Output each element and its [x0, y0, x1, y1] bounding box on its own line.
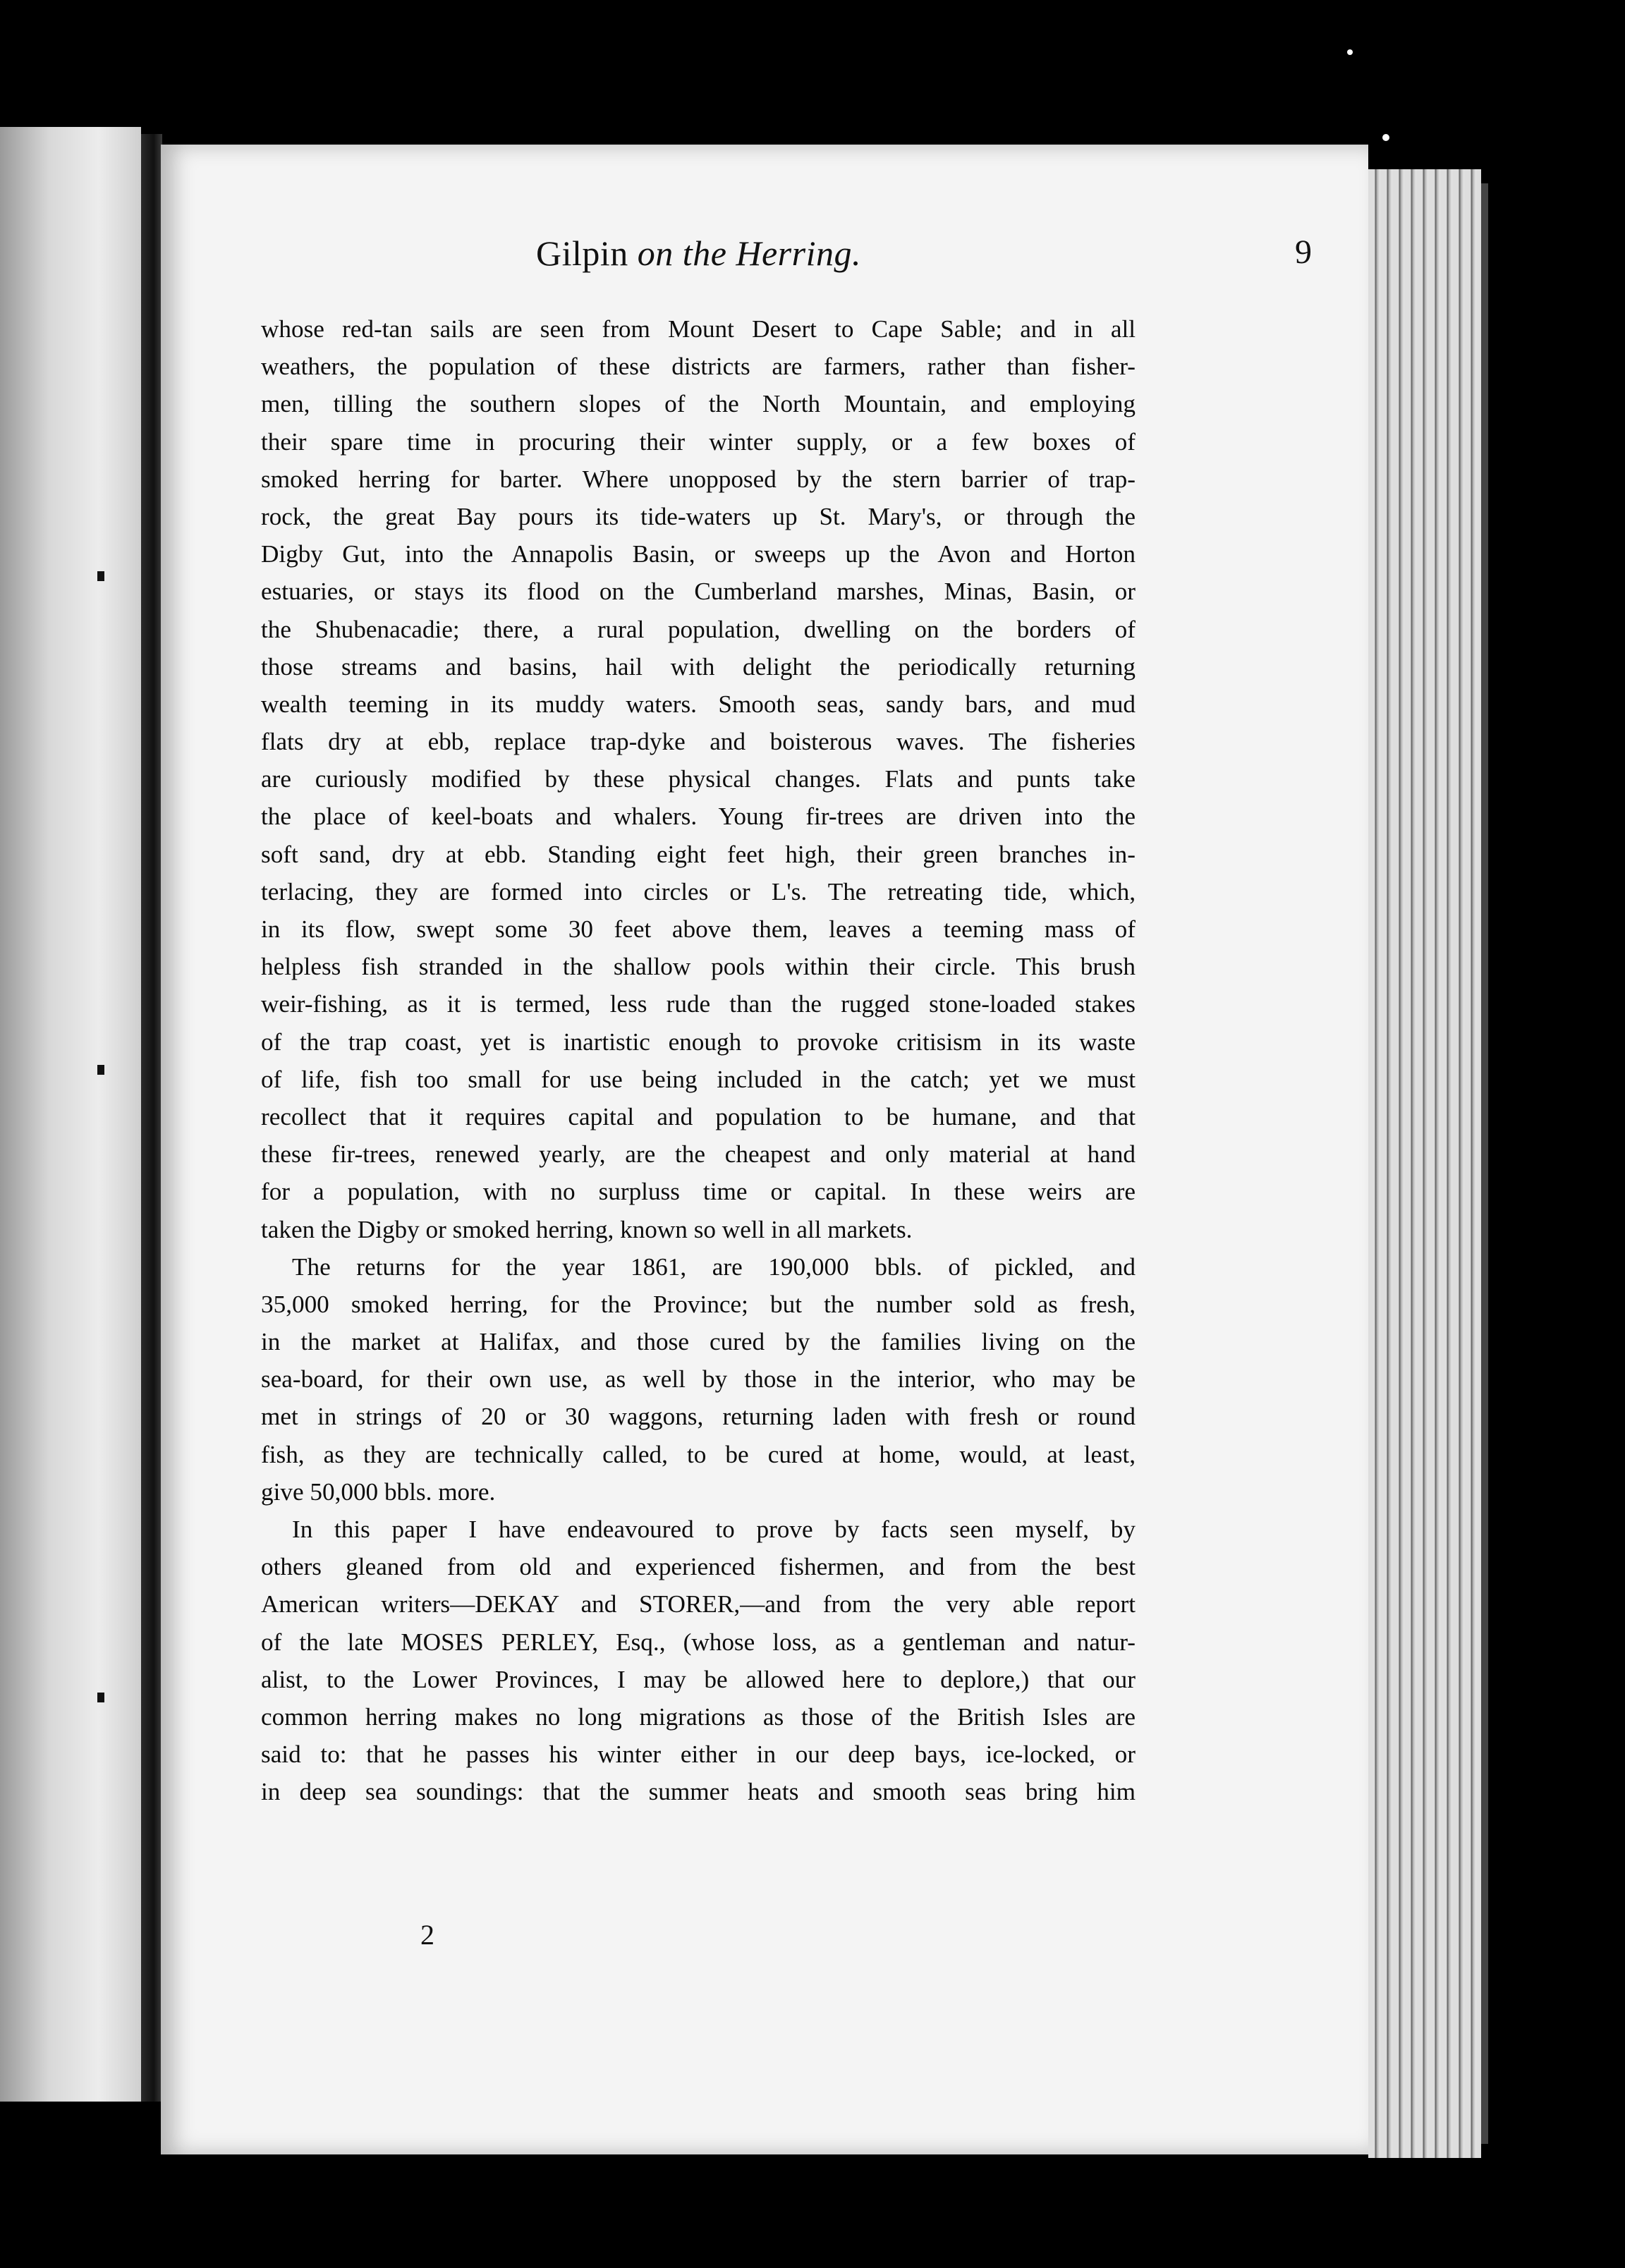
running-header [536, 233, 1312, 289]
text-line: the Shubenacadie; there, a rural population, dwelling on the borders of [261, 615, 1136, 643]
text-line: those streams and basins, hail with delight the periodically returning [261, 652, 1136, 681]
paragraph-1 [261, 310, 1136, 1248]
text-line: the place of keel-boats and whalers. Young fir-trees are driven into the [261, 803, 1136, 831]
text-line: taken the Digby or smoked herring, known so well in all markets. [261, 1215, 913, 1243]
page-stack-edges [1368, 169, 1481, 2158]
text-line: soft sand, dry at ebb. Standing eight feet high, their green branches in- [261, 840, 1136, 868]
margin-mark [97, 1065, 104, 1075]
text-line: for a population, with no surpluss time or capital. In these weirs are [261, 1178, 1136, 1206]
text-line: of the late MOSES PERLEY, Esq., (whose loss, as a gentleman and natur- [261, 1628, 1136, 1656]
body-text [261, 310, 1136, 1811]
text-line: in the market at Halifax, and those cured by the families living on the [261, 1328, 1136, 1356]
text-line: alist, to the Lower Provinces, I may be allowed here to deplore,) that our [261, 1665, 1136, 1693]
text-line: Digby Gut, into the Annapolis Basin, or sweeps up the Avon and Horton [261, 540, 1136, 568]
text-line: flats dry at ebb, replace trap-dyke and boisterous waves. The fisheries [261, 728, 1136, 756]
scan-speck [1347, 49, 1353, 55]
text-line: of the trap coast, yet is inartistic enough to provoke critisism in its waste [261, 1028, 1136, 1056]
text-line: The returns for the year 1861, are 190,000 bbls. of pickled, and [292, 1252, 1136, 1281]
text-line: whose red-tan sails are seen from Mount Desert to Cape Sable; and in all [261, 315, 1136, 343]
paragraph-3 [261, 1511, 1136, 1811]
text-line: give 50,000 bbls. more. [261, 1477, 496, 1506]
text-line: in its flow, swept some 30 feet above them, leaves a teeming mass of [261, 915, 1136, 943]
text-line: rock, the great Bay pours its tide-waters up St. Mary's, or through the [261, 502, 1136, 530]
text-line: In this paper I have endeavoured to prove by facts seen myself, by [292, 1516, 1136, 1543]
margin-mark [97, 571, 104, 581]
text-line: men, tilling the southern slopes of the North Mountain, and employing [261, 390, 1136, 418]
text-line: wealth teeming in its muddy waters. Smooth seas, sandy bars, and mud [261, 690, 1136, 718]
text-line: terlacing, they are formed into circles or L's. The retreating tide, which, [261, 877, 1136, 906]
running-title [536, 233, 861, 274]
signature-mark: 2 [420, 1919, 434, 1951]
text-line: weathers, the population of these districts are farmers, rather than fisher- [261, 353, 1136, 381]
text-line: said to: that he passes his winter either in our deep bays, ice-locked, or [261, 1740, 1136, 1769]
book-gutter [141, 134, 162, 2102]
text-line: smoked herring for barter. Where unopposed by the stern barrier of trap- [261, 465, 1136, 493]
text-line: met in strings of 20 or 30 waggons, returning laden with fresh or round [261, 1403, 1136, 1431]
previous-page-edge [0, 127, 141, 2102]
text-line: 35,000 smoked herring, for the Province; but the number sold as fresh, [261, 1290, 1136, 1318]
text-line: others gleaned from old and experienced fishermen, and from the best [261, 1553, 1136, 1581]
text-line: sea-board, for their own use, as well by those in the interior, who may be [261, 1365, 1136, 1394]
text-line: their spare time in procuring their winter supply, or a few boxes of [261, 427, 1136, 456]
scan-speck [1382, 134, 1389, 141]
text-line: common herring makes no long migrations as those of the British Isles are [261, 1702, 1136, 1731]
text-line: fish, as they are technically called, to be cured at home, would, at least, [261, 1440, 1136, 1468]
text-line: helpless fish stranded in the shallow pools within their circle. This brush [261, 953, 1136, 981]
text-line: in deep sea soundings: that the summer heats and smooth seas bring him [261, 1778, 1136, 1806]
running-title-subject: on the Herring. [637, 233, 861, 273]
text-line: of life, fish too small for use being included in the catch; yet we must [261, 1065, 1136, 1093]
page-stack-shadow [1481, 183, 1488, 2144]
margin-mark [97, 1693, 104, 1702]
running-title-author: Gilpin [536, 233, 638, 273]
text-line: are curiously modified by these physical changes. Flats and punts take [261, 765, 1136, 793]
text-line: these fir-trees, renewed yearly, are the cheapest and only material at hand [261, 1140, 1136, 1169]
page-number: 9 [1295, 233, 1312, 271]
text-line: weir-fishing, as it is termed, less rude than the rugged stone-loaded stakes [261, 990, 1136, 1018]
paragraph-2 [261, 1248, 1136, 1511]
text-line: recollect that it requires capital and population to be humane, and that [261, 1102, 1136, 1130]
text-line: American writers—DEKAY and STORER,—and from the very able report [261, 1590, 1136, 1618]
text-line: estuaries, or stays its flood on the Cumberland marshes, Minas, Basin, or [261, 578, 1136, 606]
